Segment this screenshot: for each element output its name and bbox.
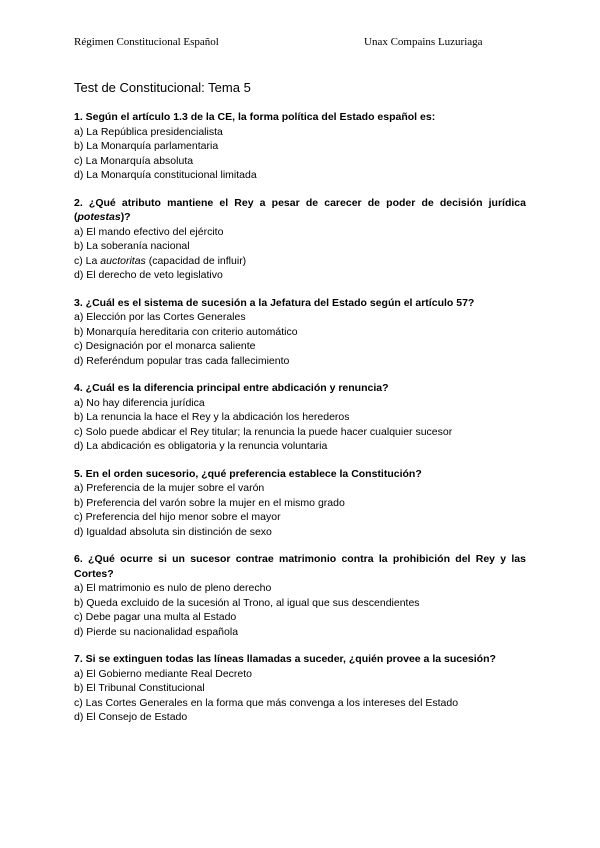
option-c-part: c) La — [74, 254, 101, 267]
page-header — [74, 36, 526, 54]
option-c: c) Debe pagar una multa al Estado — [74, 611, 237, 623]
option-b: b) La Monarquía parlamentaria — [74, 140, 219, 152]
option-c: c) Designación por el monarca saliente — [74, 340, 256, 352]
question-1 — [74, 110, 526, 183]
option-c: c) Solo puede abdicar el Rey titular; la renuncia la puede hacer cualquier sucesor — [74, 425, 453, 438]
question-7 — [74, 652, 526, 725]
question-text: 6. ¿Qué ocurre si un sucesor contrae matrimonio contra la prohibición del Rey y las Cortes? — [74, 553, 526, 580]
question-text-part: )? — [120, 211, 131, 223]
question-text: 1. Según el artículo 1.3 de la CE, la forma política del Estado español es: — [74, 111, 436, 123]
option-a: a) La República presidencialista — [74, 125, 223, 138]
question-5 — [74, 467, 526, 540]
option-d: d) Igualdad absoluta sin distinción de sexo — [74, 525, 272, 538]
question-text: 7. Si se extinguen todas las líneas llamadas a suceder, ¿quién provee a la sucesión? — [74, 653, 496, 665]
question-6 — [74, 552, 526, 639]
option-c: c) Las Cortes Generales en la forma que más convenga a los intereses del Estado — [74, 696, 459, 709]
option-a: a) El Gobierno mediante Real Decreto — [74, 667, 253, 680]
option-a: a) Preferencia de la mujer sobre el varón — [74, 482, 265, 494]
question-4 — [74, 381, 526, 454]
document-title: Test de Constitucional: Tema 5 — [74, 80, 251, 95]
option-c — [74, 254, 526, 269]
question-text: 5. En el orden sucesorio, ¿qué preferencia establece la Constitución? — [74, 467, 422, 480]
option-c-italic: auctoritas — [100, 254, 146, 267]
option-b: b) El Tribunal Constitucional — [74, 682, 205, 694]
option-d: d) Referéndum popular tras cada fallecimiento — [74, 354, 290, 367]
option-b: b) La renuncia la hace el Rey y la abdicación los herederos — [74, 411, 350, 423]
header-course-title: Régimen Constitucional Español — [74, 36, 219, 48]
question-list — [74, 110, 526, 738]
question-text: 4. ¿Cuál es la diferencia principal entre abdicación y renuncia? — [74, 382, 389, 394]
option-d: d) El derecho de veto legislativo — [74, 269, 223, 281]
option-c: c) La Monarquía absoluta — [74, 154, 194, 167]
option-a: a) El matrimonio es nulo de pleno derecho — [74, 582, 272, 594]
option-b: b) Monarquía hereditaria con criterio automático — [74, 325, 298, 338]
option-d: d) Pierde su nacionalidad española — [74, 625, 239, 638]
option-d: d) El Consejo de Estado — [74, 711, 188, 723]
header-author: Unax Compains Luzuriaga — [364, 36, 483, 48]
option-b: b) Queda excluido de la sucesión al Trono, al igual que sus descendientes — [74, 596, 420, 609]
question-3 — [74, 296, 526, 369]
question-2 — [74, 196, 526, 283]
question-text-italic: potestas — [77, 211, 121, 223]
option-d: d) La abdicación es obligatoria y la renuncia voluntaria — [74, 440, 328, 452]
option-a: a) Elección por las Cortes Generales — [74, 311, 246, 323]
question-text: 3. ¿Cuál es el sistema de sucesión a la Jefatura del Estado según el artículo 57? — [74, 296, 475, 309]
option-b: b) La soberanía nacional — [74, 240, 190, 252]
question-text-part: 2. ¿Qué atributo mantiene el Rey a pesar de carecer de poder de decisión jurídica ( — [74, 196, 526, 223]
option-a: a) No hay diferencia jurídica — [74, 396, 205, 409]
option-a: a) El mando efectivo del ejército — [74, 225, 224, 238]
option-c-part: (capacidad de influir) — [145, 254, 247, 267]
option-c: c) Preferencia del hijo menor sobre el mayor — [74, 511, 281, 523]
option-d: d) La Monarquía constitucional limitada — [74, 169, 257, 181]
question-text — [74, 196, 526, 225]
option-b: b) Preferencia del varón sobre la mujer en el mismo grado — [74, 496, 345, 509]
